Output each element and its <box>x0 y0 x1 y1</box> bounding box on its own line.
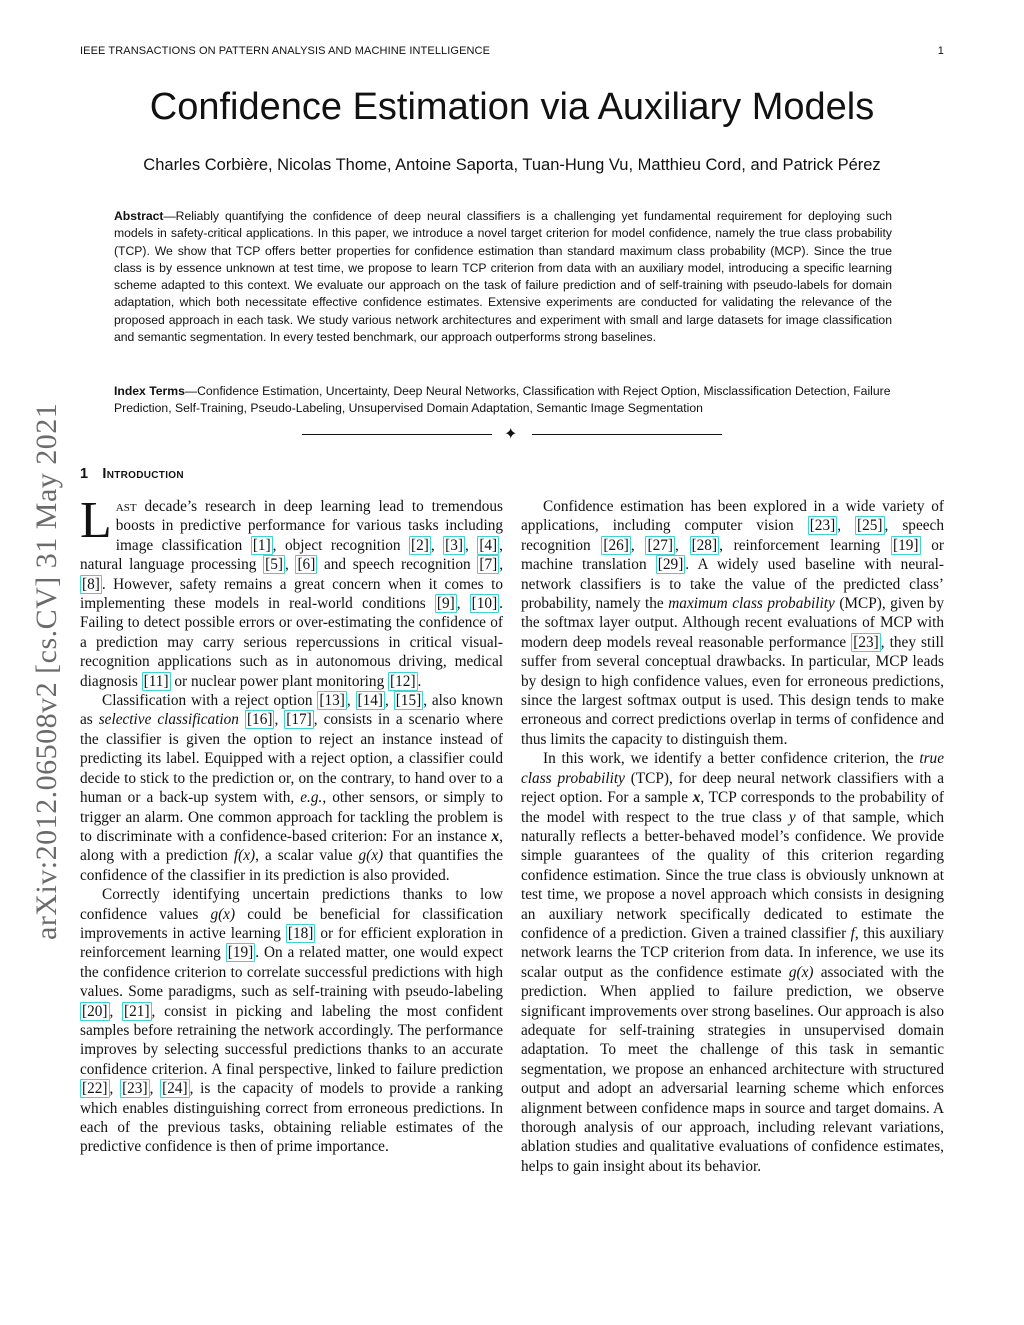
citation-link[interactable]: [1] <box>252 536 271 554</box>
citation-link[interactable]: [18] <box>287 924 314 942</box>
citation-link[interactable]: [12] <box>390 672 416 690</box>
citation-link[interactable]: [14] <box>357 692 384 710</box>
citation-link[interactable]: [3] <box>445 536 463 554</box>
running-header <box>80 45 944 57</box>
math-y: y <box>788 808 796 826</box>
section-number: 1 <box>80 466 89 482</box>
citation-link[interactable]: [15] <box>395 692 422 710</box>
divider-rule-left <box>302 434 492 435</box>
citation-link[interactable]: [21] <box>124 1002 150 1020</box>
citation-link[interactable]: [13] <box>319 692 345 710</box>
citation-link[interactable]: [23] <box>809 517 836 535</box>
paragraph-4: Confidence estimation has been explored in a wide variety of applications, including computer vision [23] , [25] , speech recognition [26] , [27] , [28] , reinforcement learning [19] or machine translation [29] . A widely used baseline with neural-network classifiers is to take the value of the predicted class’ probability, namely the maximum class probability (MCP), given by the softmax layer output. Although recent evaluations of MCP with modern deep models reveal reasonable performance [23] , they still suffer from several conceptual drawbacks. In particular, MCP leads by design to high confidence values, even for erroneous predictions, since the largest softmax output is used. This design tends to make erroneous and correct predictions overlap in terms of confidence and thus limits the capacity to distinguish them. <box>521 498 945 748</box>
citation-link[interactable]: [29] <box>657 556 684 574</box>
citation-link[interactable]: [23] <box>122 1080 148 1098</box>
math-gx: g(x) <box>788 963 814 981</box>
citation-link[interactable]: [2] <box>411 536 429 554</box>
paragraph-3: Correctly identifying uncertain predictions thanks to low confidence values g(x) could be beneficial for classification improvements in active learning [18] or for efficient exploration in reinforcement learning [19] . On a related matter, one would expect the confidence criterion to correlate successful predictions with high values. Some paradigms, such as self-training with pseudo-labeling [20] , [21] , consist in picking and labeling the most confident samples before retraining the network accordingly. The performance improves by selecting successful predictions thanks to an accurate confidence criterion. A final perspective, linked to failure prediction [22] , [23] , [24] , is the capacity of models to provide a ranking which enables distinguishing correct from erroneous predictions. In each of the previous tasks, obtaining reliable estimates of the predictive confidence is then of prime importance. <box>80 886 503 1156</box>
section-divider <box>302 426 722 444</box>
citation-link[interactable]: [23] <box>853 633 879 651</box>
citation-link[interactable]: [19] <box>227 944 254 962</box>
math-fx: f(x) <box>233 847 256 865</box>
citation-link[interactable]: [25] <box>857 517 883 535</box>
citation-link[interactable]: [19] <box>893 536 919 554</box>
paragraph-2: Classification with a reject option [13] , [14] , [15] , also known as selective classification [16] , [17] , consists in a scenario where the classifier is given the option to reject an instance instead of predicting its label. Equipped with a reject option, a classifier could decide to stick to the prediction or, on the contrary, to hand over to a human or a back-up system with, e.g., other sensors, or simply to trigger an alarm. One common approach for tackling the problem is to discriminate with a confidence-based criterion: For an instance x, along with a prediction f(x), a scalar value g(x) that quantifies the confidence of the classifier in its prediction is also provided. <box>80 692 504 884</box>
arxiv-stamp[interactable]: arXiv:2012.06508v2 [cs.CV] 31 May 2021 <box>30 402 63 940</box>
citation-link[interactable]: [24] <box>162 1080 188 1098</box>
paragraph-5: In this work, we identify a better confidence criterion, the true class probability (TCP), for deep neural network classifiers with a reject option. For a sample x, TCP corresponds to the probability of the model with respect to the true class y of that sample, which naturally reflects a better-behaved model’s confidence. We provide simple guarantees of the quality of this criterion regarding confidence estimation. Since the true class is obviously unknown at test time, we propose a novel approach which consists in designing an auxiliary network specifically dedicated to estimate the confidence of a prediction. Given a trained classifier f, this auxiliary network learns the TCP criterion from data. In inference, we use its scalar output as the confidence estimate g(x) associated with the prediction. When applied to failure prediction, we observe significant improvements over strong baselines. Our approach is also adequate for self-training strategies in unsupervised domain adaptation. To meet the challenge of this task in semantic segmentation, we propose an enhanced architecture with structured output and adopt an adversarial learning scheme which enforces alignment between confidence maps in source and target domains. A thorough analysis of our approach, including relevant variations, ablation studies and qualitative evaluations of confidence estimates, helps to gain insight about its behavior. <box>521 750 944 1175</box>
citation-link[interactable]: [4] <box>479 536 498 554</box>
index-terms-label: Index Terms <box>114 384 185 398</box>
right-column <box>521 497 944 1176</box>
abstract-text: —Reliably quantifying the confidence of deep neural classifiers is a challenging yet fundamental requirement for deploying such models in safety-critical applications. In this paper, we introduce a novel target criterion for model confidence, namely the true class probability (TCP). We show that TCP offers better properties for confidence estimation than standard maximum class probability (MCP). Since the true class is by essence unknown at test time, we propose to learn TCP criterion from data with an auxiliary model, introducing a specific learning scheme adapted to this context. We evaluate our approach on the task of failure prediction and of self-training with pseudo-labels for domain adaptation, which both necessitate effective confidence estimates. Extensive experiments are conducted for validating the relevance of the proposed approach in each task. We study various network architectures and experiment with small and large datasets for image classification and semantic segmentation. In every tested benchmark, our approach outperforms strong baselines. <box>114 209 892 345</box>
citation-link[interactable]: [27] <box>647 536 673 554</box>
citation-link[interactable]: [9] <box>436 595 455 613</box>
journal-name: IEEE TRANSACTIONS ON PATTERN ANALYSIS AND MACHINE INTELLIGENCE <box>80 45 491 57</box>
section-title: Introduction <box>102 466 184 482</box>
citation-link[interactable]: [10] <box>471 595 498 613</box>
citation-link[interactable]: [11] <box>143 672 169 690</box>
section-heading <box>80 466 184 482</box>
math-gx: g(x) <box>210 905 236 923</box>
math-gx: g(x) <box>358 847 384 865</box>
citation-link[interactable]: [16] <box>246 711 273 729</box>
paper-title: Confidence Estimation via Auxiliary Models <box>149 86 875 128</box>
math-f: f <box>850 924 855 942</box>
dropcap: L <box>80 492 112 549</box>
author-list: Charles Corbière, Nicolas Thome, Antoine Saporta, Tuan-Hung Vu, Matthieu Cord, and Patrick Pérez <box>143 156 881 174</box>
math-x: x <box>692 789 701 807</box>
citation-link[interactable]: [7] <box>479 556 498 574</box>
citation-link[interactable]: [5] <box>265 556 283 574</box>
index-terms <box>114 383 892 418</box>
index-terms-text: —Confidence Estimation, Uncertainty, Deep Neural Networks, Classification with Reject Option, Misclassification Detection, Failure Prediction, Self-Training, Pseudo-Labeling, Unsupervised Domain Adaptation, Semantic Image Segmentation <box>114 384 891 416</box>
citation-link[interactable]: [20] <box>82 1002 108 1020</box>
citation-link[interactable]: [22] <box>82 1080 108 1098</box>
citation-link[interactable]: [6] <box>297 556 316 574</box>
left-column <box>80 492 504 1157</box>
divider-star-icon: ✦ <box>504 424 518 443</box>
citation-link[interactable]: [17] <box>286 711 312 729</box>
divider-rule-right <box>532 434 722 435</box>
citation-link[interactable]: [26] <box>603 536 629 554</box>
abstract <box>114 208 892 346</box>
page-number: 1 <box>937 45 944 57</box>
citation-link[interactable]: [28] <box>691 536 718 554</box>
citation-link[interactable]: [8] <box>82 575 100 593</box>
paragraph-1: Last decade’s research in deep learning lead to tremendous boosts in predictive performance for various tasks including image classification [1] , object recognition [2] , [3] , [4] , natural language processing [5] , [6] and speech recognition [7] , [8] . However, safety remains a great concern when it comes to implementing these models in real-world conditions [9] , [10] . Failing to detect possible errors or over-estimating the confidence of a prediction may carry serious repercussions in critical visual-recognition applications such as in autonomous driving, medical diagnosis [11] or nuclear power plant monitoring [12] . <box>80 492 504 690</box>
math-x: x <box>491 827 500 845</box>
abstract-label: Abstract <box>114 209 164 223</box>
